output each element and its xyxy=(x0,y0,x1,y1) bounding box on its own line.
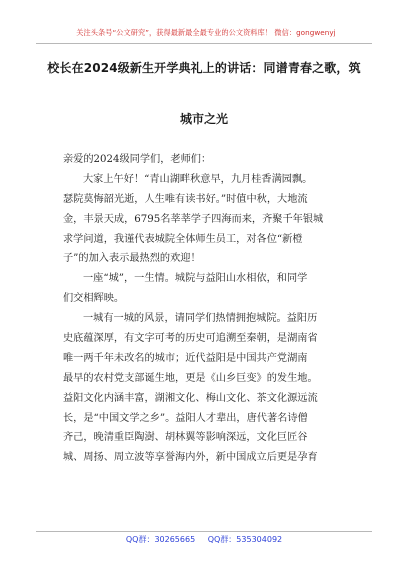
body-line: 史底蕴深厚，有文字可考的历史可追溯至秦朝，是湖南省 xyxy=(63,333,318,345)
body-line: 子”的加入表示最热烈的欢迎！ xyxy=(63,253,201,265)
body-line: 金，丰景天成，6795名莘莘学子四海而来，齐聚千年银城 xyxy=(63,213,324,225)
body-line: 长，是“中国文学之乡”。益阳人才辈出，唐代著名诗僧 xyxy=(63,412,308,424)
body-line-salutation: 亲爱的2024级同学们，老师们： xyxy=(63,154,212,165)
header-banner: 关注头条号“公文研究”，获得最新最全最专业的公文资料库！ 微信：gongwenyj xyxy=(76,28,336,37)
body-line: 城、周扬、周立波等享誉海内外，新中国成立后更是孕育 xyxy=(63,452,318,464)
body-line: 瑟院莫悔韶光逝，人生唯有读书好。”时值中秋，大地流 xyxy=(63,193,308,205)
footer-divider xyxy=(36,531,372,532)
document-title-line-2: 城市之光 xyxy=(179,112,228,126)
document-title-line-1: 校长在2024级新生开学典礼上的讲话：同谱青春之歌，筑 xyxy=(47,61,361,75)
body-line: 唯一两千年未改名的城市；近代益阳是中国共产党湖南 xyxy=(63,352,308,364)
footer-qq-group-2: QQ群：535304092 xyxy=(207,535,283,544)
body-line: 齐己，晚清重臣陶澍、胡林翼等影响深远，文化巨匠谷 xyxy=(63,432,308,444)
body-line: 们交相辉映。 xyxy=(63,293,125,305)
document-body xyxy=(63,150,363,468)
body-line: 一城有一城的风景，请同学们热情拥抱城院。益阳历 xyxy=(83,313,318,325)
footer-qq-group-1: QQ群：30265665 xyxy=(125,535,196,544)
body-line: 求学问道，我谨代表城院全体师生员工，对各位“新橙 xyxy=(63,233,303,245)
footer xyxy=(0,534,408,546)
body-line: 大家上午好！“青山湖畔秋意早，九月桂香满园飘。 xyxy=(83,173,313,185)
body-line: 最早的农村党支部诞生地，更是《山乡巨变》的发生地。 xyxy=(63,372,318,384)
body-line: 一座“城”，一生情。城院与益阳山水相依，和同学 xyxy=(83,273,308,285)
body-line: 益阳文化内涵丰富，湖湘文化、梅山文化、茶文化源远流 xyxy=(63,392,318,404)
header-divider xyxy=(36,43,372,44)
